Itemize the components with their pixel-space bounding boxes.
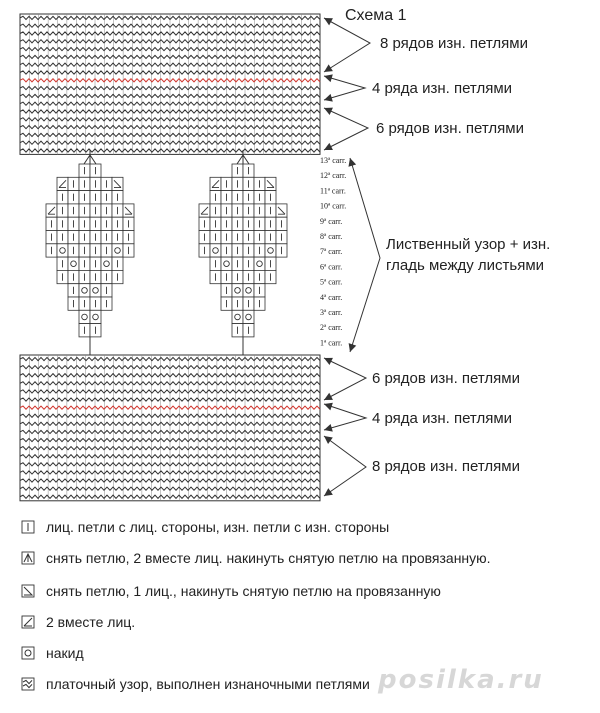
chart-cell [243, 310, 254, 323]
chart-cell [90, 284, 101, 297]
top-label-3: 6 рядов изн. петлями [376, 120, 524, 137]
top-label-1: 8 рядов изн. петлями [380, 35, 528, 52]
bottom-label-2: 4 ряда изн. петлями [372, 410, 513, 427]
bottom-label-1: 6 рядов изн. петлями [372, 370, 520, 387]
chart-cell [90, 310, 101, 323]
chart-title: Схема 1 [345, 7, 407, 24]
arrow-head [349, 343, 357, 352]
chart-cell [232, 284, 243, 297]
bracket-arrow [324, 18, 370, 72]
legend-item [22, 550, 491, 566]
row-number: 1ª carr. [320, 338, 343, 348]
row-number: 12ª carr. [320, 171, 347, 181]
top-garter-block [20, 14, 320, 154]
bracket-arrow [324, 358, 366, 400]
leaf-motif [46, 150, 134, 355]
arrow-head [324, 488, 333, 496]
bracket-arrow [324, 108, 368, 150]
legend-item [22, 583, 441, 599]
legend-item [22, 519, 389, 535]
row-number: 7ª carr. [320, 247, 343, 257]
middle-label-line-1: Лиственный узор + изн. [386, 236, 551, 253]
arrow-head [324, 424, 333, 432]
leaf-pattern [46, 150, 287, 355]
legend-item [22, 614, 135, 630]
chart-cell [265, 244, 276, 257]
row-number: 5ª carr. [320, 277, 343, 287]
chart-cell [79, 284, 90, 297]
bottom-label-3: 8 рядов изн. петлями [372, 458, 520, 475]
legend-text: платочный узор, выполнен изнаночными петлями [46, 676, 370, 692]
row-number: 11ª carr. [320, 186, 346, 196]
row-number: 9ª carr. [320, 216, 343, 226]
arrow-head [348, 158, 356, 167]
chart-cell [254, 257, 265, 270]
arrow-head [324, 436, 333, 444]
chart-cell [112, 244, 123, 257]
row-number: 8ª carr. [320, 232, 343, 241]
bottom-garter-block [20, 355, 320, 501]
chart-cell [210, 244, 221, 257]
arrow-head [324, 94, 333, 102]
chart-cell [232, 310, 243, 323]
arrow-head [324, 74, 333, 82]
row-number: 3ª carr. [320, 308, 343, 317]
chart-cell [57, 244, 68, 257]
yarn-over-icon [22, 647, 34, 659]
chart-cell [101, 257, 112, 270]
top-label-2: 4 ряда изн. петлями [372, 80, 513, 97]
row-number: 2ª carr. [320, 323, 343, 333]
row-number: 6ª carr. [320, 262, 343, 272]
watermark: posilka.ru [378, 665, 544, 695]
leaf-motif [199, 150, 287, 355]
legend-item [22, 645, 84, 661]
garter-icon [22, 678, 34, 690]
middle-label-line-2: гладь между листьями [386, 257, 545, 274]
row-number: 4ª carr. [320, 292, 343, 302]
legend-text: 2 вместе лиц. [46, 614, 136, 630]
bracket-arrow [350, 158, 380, 352]
row-number: 10ª carr. [320, 201, 347, 211]
bracket-arrow [324, 436, 366, 496]
chart-cell [221, 257, 232, 270]
arrow-head [324, 403, 333, 411]
legend-item [22, 676, 370, 692]
legend-text: снять петлю, 1 лиц., накинуть снятую петлю на провязанную [46, 583, 441, 599]
legend-text: лиц. петли с лиц. стороны, изн. петли с изн. стороны [46, 519, 390, 535]
row-number: 13ª carr. [320, 156, 347, 165]
legend-text: накид [46, 645, 84, 661]
chart-cell [79, 310, 90, 323]
row-number-column [320, 156, 346, 347]
chart-cell [68, 257, 79, 270]
chart-cell [243, 284, 254, 297]
legend-text: снять петлю, 2 вместе лиц. накинуть снятую петлю на провязанную. [46, 550, 491, 566]
arrow-head [324, 64, 333, 72]
